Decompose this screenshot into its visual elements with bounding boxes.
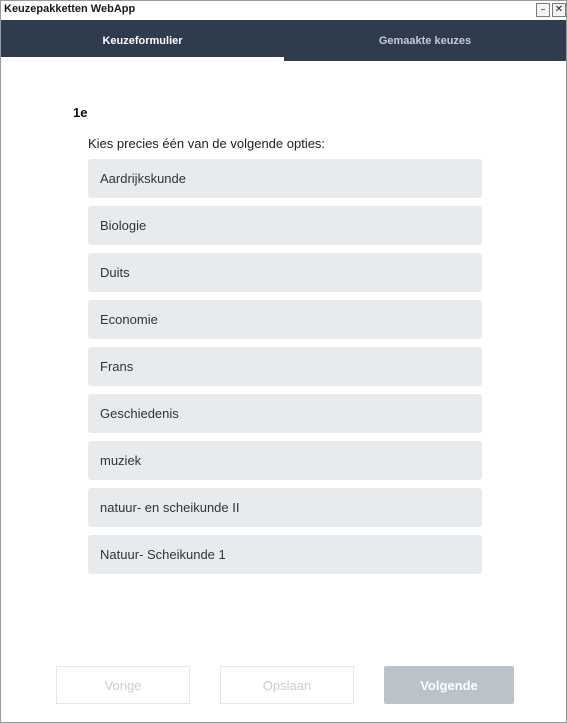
previous-button[interactable]: Vorige	[56, 666, 190, 704]
option-list	[88, 159, 482, 582]
active-tab-indicator	[1, 57, 284, 61]
title-bar	[1, 1, 566, 20]
tab-gemaakte-keuzes[interactable]	[284, 20, 566, 61]
tab-bar	[1, 20, 566, 61]
option-aardrijkskunde[interactable]: Aardrijkskunde	[88, 159, 482, 198]
option-biologie[interactable]: Biologie	[88, 206, 482, 245]
window-title: Keuzepakketten WebApp	[4, 3, 136, 15]
option-frans[interactable]: Frans	[88, 347, 482, 386]
next-button[interactable]: Volgende	[384, 666, 514, 704]
option-natuur-en-scheikunde-ii[interactable]: natuur- en scheikunde II	[88, 488, 482, 527]
option-duits[interactable]: Duits	[88, 253, 482, 292]
option-natuur-scheikunde-1[interactable]: Natuur- Scheikunde 1	[88, 535, 482, 574]
option-muziek[interactable]: muziek	[88, 441, 482, 480]
tab-label: Keuzeformulier	[102, 34, 183, 47]
close-icon[interactable]: ✕	[552, 3, 566, 17]
tab-label: Gemaakte keuzes	[378, 34, 472, 47]
tab-keuzeformulier[interactable]	[1, 20, 284, 61]
option-geschiedenis[interactable]: Geschiedenis	[88, 394, 482, 433]
minimize-icon[interactable]: –	[536, 3, 550, 17]
save-button[interactable]: Opslaan	[220, 666, 354, 704]
question-number: 1e	[73, 105, 88, 120]
option-economie[interactable]: Economie	[88, 300, 482, 339]
question-prompt: Kies precies één van de volgende opties:	[88, 136, 326, 151]
